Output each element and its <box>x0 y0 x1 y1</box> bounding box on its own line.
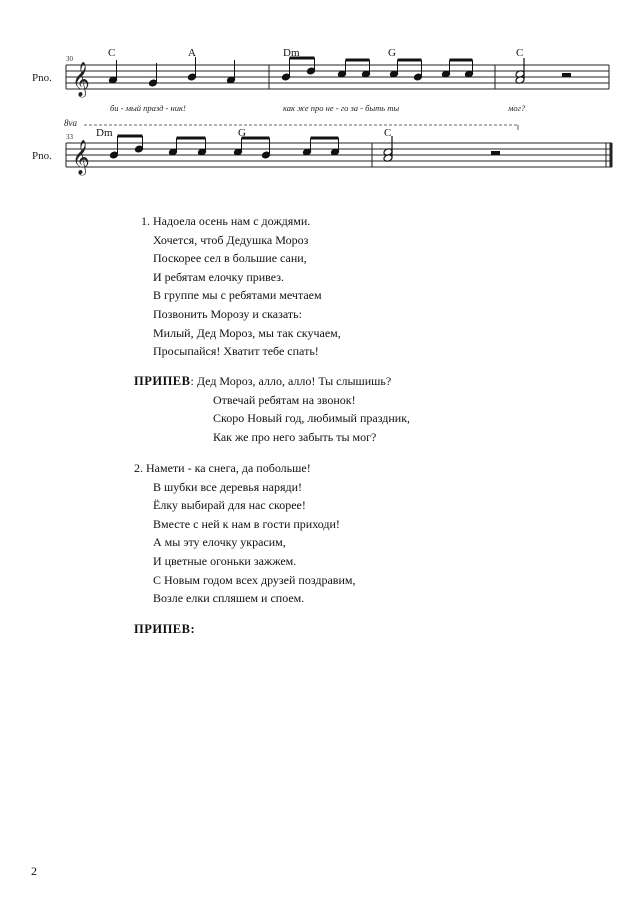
chord-8: C <box>384 127 392 139</box>
chord-7: G <box>238 127 246 139</box>
chord-1: C <box>108 47 116 59</box>
chord-2: A <box>188 47 196 59</box>
verse-1-line-8: Просыпайся! Хватит тебе спать! <box>153 344 319 359</box>
bar-number-30: 30 <box>66 55 73 63</box>
lyric-segment-2: как же про не - го за - быть ты <box>283 103 400 113</box>
notes-bar-30 <box>108 57 235 87</box>
verse-2-line-7: С Новым годом всех друзей поздравим, <box>153 572 356 587</box>
chord-4: G <box>388 47 396 59</box>
chorus-line-4: Как же про него забыть ты мог? <box>213 429 377 444</box>
notes-bar-33 <box>109 136 339 159</box>
chorus-repeat-label: ПРИПЕВ: <box>134 622 196 636</box>
half-rest-icon-2 <box>491 151 500 155</box>
verse-1-line-6: Позвонить Морозу и сказать: <box>153 306 302 321</box>
verse-2-line-3: Ёлку выбирай для нас скорее! <box>153 498 306 513</box>
verse-2-line-8: Возле елки спляшем и споем. <box>153 591 305 606</box>
verse-1-line-2: Хочется, чтоб Дедушка Мороз <box>153 232 309 247</box>
chorus <box>134 372 410 446</box>
instrument-label-1: Pno. <box>32 72 52 84</box>
half-rest-icon <box>562 73 571 77</box>
chord-5: C <box>516 47 524 59</box>
lyric-segment-1: би - мый празд - ник! <box>110 103 186 113</box>
verse-1-line-3: Поскорее сел в большие сани, <box>153 251 307 266</box>
bar-number-33: 33 <box>66 133 73 141</box>
verse-1-line-1: 1. Надоела осень нам с дождями. <box>141 214 311 228</box>
verse-2-line-4: Вместе с ней к нам в гости приходи! <box>153 516 340 531</box>
verse-1-line-4: И ребятам елочку привез. <box>153 269 284 284</box>
treble-clef-icon: 𝄞 <box>72 62 90 97</box>
chord-3: Dm <box>283 47 300 59</box>
page-number: 2 <box>31 864 37 878</box>
ottava-mark: 8va <box>64 118 77 128</box>
verse-2-line-2: В шубки все деревья наряди! <box>153 479 303 494</box>
verse-2-line-6: И цветные огоньки зажжем. <box>153 553 297 568</box>
verse-2-line-1: 2. Намети - ка снега, да побольше! <box>134 461 311 475</box>
chorus-line-2: Отвечай ребятам на звонок! <box>213 392 356 407</box>
ottava-bracket <box>84 125 518 130</box>
chorus-line-1: : Дед Мороз, алло, алло! Ты слышишь? <box>190 374 392 388</box>
staff-system-1 <box>66 65 609 89</box>
verse-1-line-7: Милый, Дед Мороз, мы так скучаем, <box>153 325 341 340</box>
lyric-segment-3: мог? <box>508 103 526 113</box>
verse-1 <box>141 212 341 361</box>
instrument-label-2: Pno. <box>32 150 52 162</box>
verse-2 <box>134 459 355 608</box>
chorus-label: ПРИПЕВ <box>134 374 191 388</box>
chorus-line-3: Скоро Новый год, любимый праздник, <box>213 411 411 426</box>
chord-6: Dm <box>96 127 113 139</box>
treble-clef-icon-2: 𝄞 <box>72 140 90 175</box>
verse-2-line-5: А мы эту елочку украсим, <box>153 535 286 550</box>
verse-1-line-5: В группе мы с ребятами мечтаем <box>153 288 322 303</box>
notes-bar-31 <box>281 58 473 81</box>
